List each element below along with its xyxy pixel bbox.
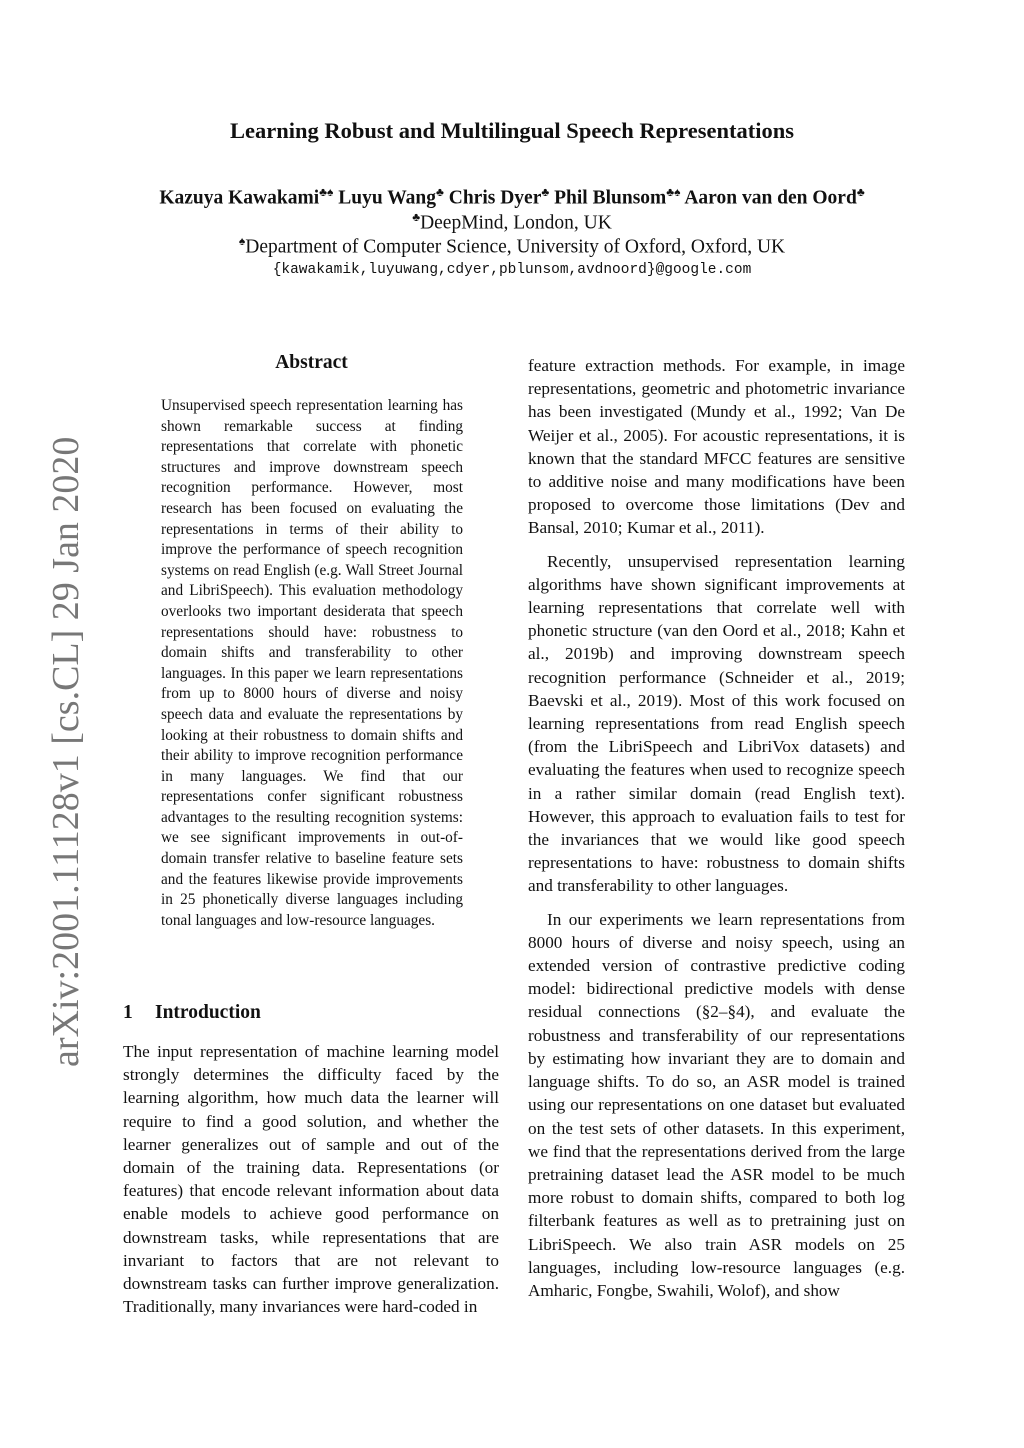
author-name: Phil Blunsom bbox=[554, 187, 667, 209]
body-paragraph: Recently, unsupervised representation learning algorithms have shown significant improvements at learning representations that correlate well with phonetic structure (van den Oord et al., 2018; Kahn et al., 2019b) and improving downstream speech recognition performance (Schneider et al., 2019; Baevski et al., 2019). Most of this work focused on learning representations from read English speech (from the LibriSpeech and LibriVox datasets) and evaluating the features when used to recognize speech in a rather similar domain (read English text). However, this approach to evaluation fails to test for the invariances that we would like good speech representations to have: robustness to domain shifts and transferability to other languages. bbox=[528, 551, 905, 896]
left-column-body bbox=[123, 1040, 499, 1318]
body-paragraph: feature extraction methods. For example, in image representations, geometric and photometric invariance has been investigated (Mundy et al., 1992; Van De Weijer et al., 2005). For acoustic representations, it is known that the standard MFCC features are sensitive to additive noise and many modifications have been proposed to overcome those limitations (Dev and Bansal, 2010; Kumar et al., 2011). bbox=[528, 356, 905, 538]
affiliation-mark: ♣ bbox=[541, 185, 550, 199]
author-name: Chris Dyer bbox=[448, 187, 542, 209]
abstract-text: Unsupervised speech representation learning has shown remarkable success at finding representations that correlate with phonetic structures and improve downstream speech recognition performance. However, most research has been focused on evaluating the representations in terms of their ability to improve the performance of speech recognition systems on read English (e.g. Wall Street Journal and LibriSpeech). This evaluation methodology overlooks two important desiderata that speech representations should have: robustness to domain shifts and transferability to other languages. In this paper we learn representations from up to 8000 hours of diverse and noisy speech data and evaluate the representations by looking at their robustness to domain shifts and their ability to improve recognition performance in many languages. We find that our representations confer significant robustness advantages to the resulting recognition systems: we see significant improvements in out-of-domain transfer relative to baseline feature sets and the features likewise provide improvements in 25 phonetically diverse languages including tonal languages and low-resource languages. bbox=[161, 397, 463, 929]
affiliation-mark: ♣ bbox=[412, 210, 421, 224]
body-paragraph: The input representation of machine learning model strongly determines the difficulty faced by the learning algorithm, how much data the learner will require to find a good solution, and whether the learner generalizes out of sample and out of the domain of the training data. Representations (or features) that encode relevant information about data enable models to achieve good performance on downstream tasks, while representations that are invariant to factors that are not relevant to downstream tasks can further improve generalization. Traditionally, many invariances were hard-coded in bbox=[123, 1042, 499, 1317]
author-name: Luyu Wang bbox=[338, 187, 436, 209]
affiliation-text: Department of Computer Science, University of Oxford, Oxford, UK bbox=[245, 236, 786, 258]
affiliation-mark: ♠ bbox=[238, 234, 246, 248]
section-heading-introduction bbox=[123, 1002, 261, 1024]
right-column-body bbox=[528, 354, 905, 1312]
affiliation-mark: ♣ bbox=[856, 185, 865, 199]
section-number: 1 bbox=[123, 1002, 133, 1023]
author-emails: {kawakamik,luyuwang,cdyer,pblunsom,avdnoord}@google.com bbox=[272, 262, 752, 278]
section-title: Introduction bbox=[155, 1002, 261, 1023]
body-paragraph: In our experiments we learn representations from 8000 hours of diverse and noisy speech, using an extended version of contrastive predictive coding model: bidirectional predictive models with dense residual connections (§2–§4), and evaluate the robustness and transferability of our representations by estimating how invariant they are to domain and language shifts. To do so, an ASR model is trained using our representations on one dataset but evaluated on the test sets of other datasets. In this experiment, we find that the representations derived from the large pretraining dataset lead the ASR model to be much more robust to domain shifts, compared to both log filterbank features as well as to pretraining just on LibriSpeech. We also train ASR models on 25 languages, including low-resource languages (e.g. Amharic, Fongbe, Swahili, Wolof), and show bbox=[528, 909, 905, 1300]
affiliation-text: DeepMind, London, UK bbox=[420, 212, 612, 234]
arxiv-identifier-stamp: arXiv:2001.11128v1 [cs.CL] 29 Jan 2020 bbox=[45, 436, 87, 1067]
affiliation-mark: ♣ bbox=[436, 185, 444, 199]
author-list bbox=[0, 185, 1024, 210]
author-name: Aaron van den Oord bbox=[684, 187, 857, 209]
affiliation-oxford bbox=[0, 234, 1024, 259]
abstract-heading: Abstract bbox=[275, 352, 348, 373]
paper-title: Learning Robust and Multilingual Speech Representations bbox=[229, 118, 795, 143]
author-name: Kazuya Kawakami bbox=[159, 187, 320, 209]
affiliation-deepmind bbox=[0, 210, 1024, 235]
affiliation-mark: ♣♠ bbox=[666, 185, 681, 199]
affiliation-mark: ♣♠ bbox=[319, 185, 334, 199]
